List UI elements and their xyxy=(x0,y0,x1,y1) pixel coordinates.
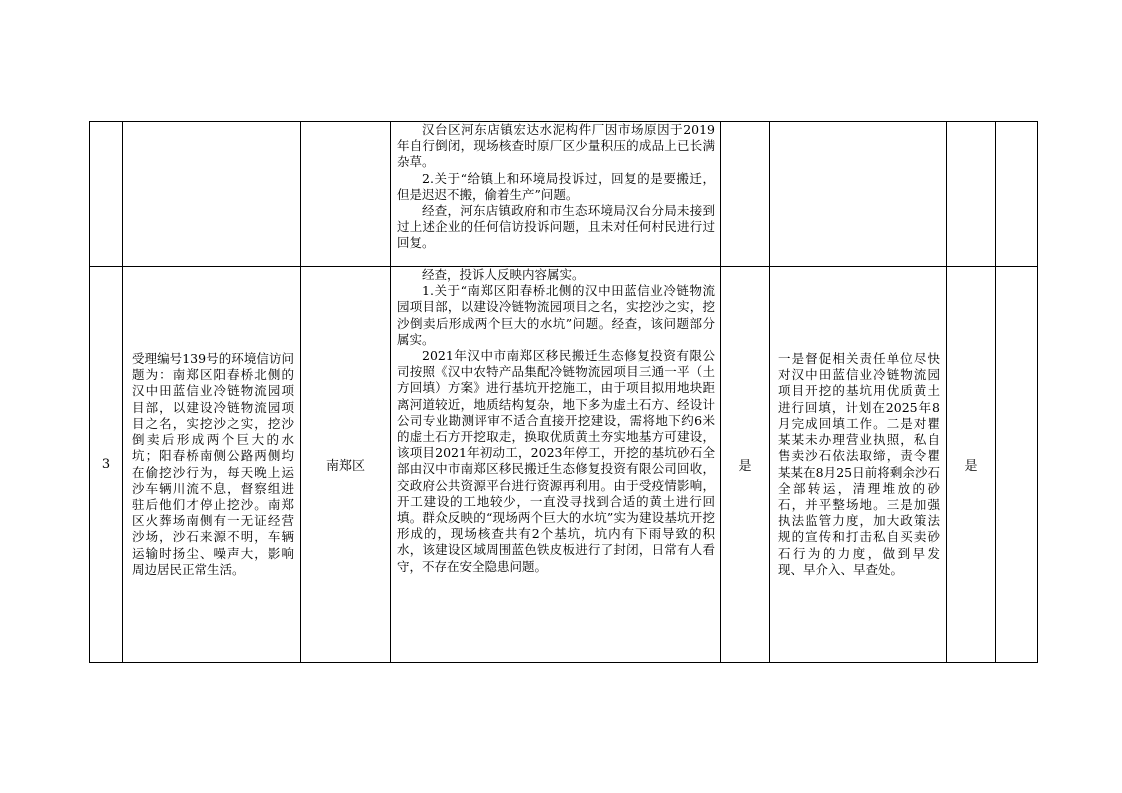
closed-cell: 是 xyxy=(947,267,996,663)
is-true-cell: 是 xyxy=(721,267,770,663)
district-cell: 南郑区 xyxy=(301,267,391,663)
issue-cell xyxy=(123,122,301,267)
table-row xyxy=(90,267,1038,663)
row-number-cell xyxy=(90,122,123,267)
result-paragraph: 2.关于“给镇上和环境局投诉过，回复的是要搬迁，但是迟迟不搬，偷着生产”问题。 xyxy=(397,170,715,202)
result-paragraph: 2021年汉中市南郑区移民搬迁生态修复投资有限公司按照《汉中农特产品集配冷链物流园项目三通一平（土方回填）方案》进行基坑开挖施工，由于项目拟用地块距离河道较近，地质结构复杂，地下多为虚土石方、经设计公司专业勘测评审不适合直接开挖建设，需将地下约6米的虚土石方开挖取走，换取优质黄土夯实地基方可建设，该项目2021年初动工，2023年停工，开挖的基坑砂石全部由汉中市南郑区移民搬迁生态修复投资有限公司回收，交政府公共资源平台进行资源再利用。由于受疫情影响，开工建设的工地较少，一直没寻找到合适的黄土进行回填。群众反映的“现场两个巨大的水坑”实为建设基坑开挖形成的，现场核查共有2个基坑，坑内有下雨导致的积水，该建设区域周围蓝色铁皮板进行了封闭，日常有人看守，不存在安全隐患问题。 xyxy=(397,348,715,574)
complaint-table xyxy=(89,121,1038,663)
row-number-cell: 3 xyxy=(90,267,123,663)
result-paragraph: 经查，投诉人反映内容属实。 xyxy=(422,267,585,282)
result-paragraph: 汉台区河东店镇宏达水泥构件厂因市场原因于2019年自行倒闭，现场核查时原厂区少量积压的成品上已长满杂草。 xyxy=(397,122,715,170)
district-cell xyxy=(301,122,391,267)
table-row xyxy=(90,122,1038,267)
closed-cell xyxy=(947,122,996,267)
is-true-cell xyxy=(721,122,770,267)
measures-cell: 一是督促相关责任单位尽快对汉中田蓝信业冷链物流园项目开挖的基坑用优质黄土进行回填，计划在2025年8月完成回填工作。二是对瞿某某未办理营业执照，私自售卖沙石依法取缔，责令瞿某某在8月25日前将剩余沙石全部转运，清理堆放的砂石，并平整场地。三是加强执法监管力度，加大政策法规的宣传和打击私自买卖砂石行为的力度，做到早发现、早介入、早查处。 xyxy=(770,267,947,663)
empty-cell xyxy=(996,122,1038,267)
result-paragraph: 经查，河东店镇政府和市生态环境局汉台分局未接到过上述企业的任何信访投诉问题，且未对任何村民进行过回复。 xyxy=(397,203,715,251)
measures-cell xyxy=(770,122,947,267)
result-paragraph: 1.关于“南郑区阳春桥北侧的汉中田蓝信业冷链物流园项目部，以建设冷链物流园项目之名，实挖沙之实，挖沙倒卖后形成两个巨大的水坑”问题。经查，该问题部分属实。 xyxy=(397,283,715,347)
issue-cell: 受理编号139号的环境信访问题为：南郑区阳春桥北侧的汉中田蓝信业冷链物流园项目部，以建设冷链物流园项目之名，实挖沙之实，挖沙倒卖后形成两个巨大的水坑；阳春桥南侧公路两侧均在偷挖沙行为，每天晚上运沙车辆川流不息，督察组进驻后他们才停止挖沙。南郑区火葬场南侧有一无证经营沙场，沙石来源不明，车辆运输时扬尘、噪声大，影响周边居民正常生活。 xyxy=(123,267,301,663)
result-cell xyxy=(391,122,721,267)
result-cell xyxy=(391,267,721,663)
empty-cell xyxy=(996,267,1038,663)
